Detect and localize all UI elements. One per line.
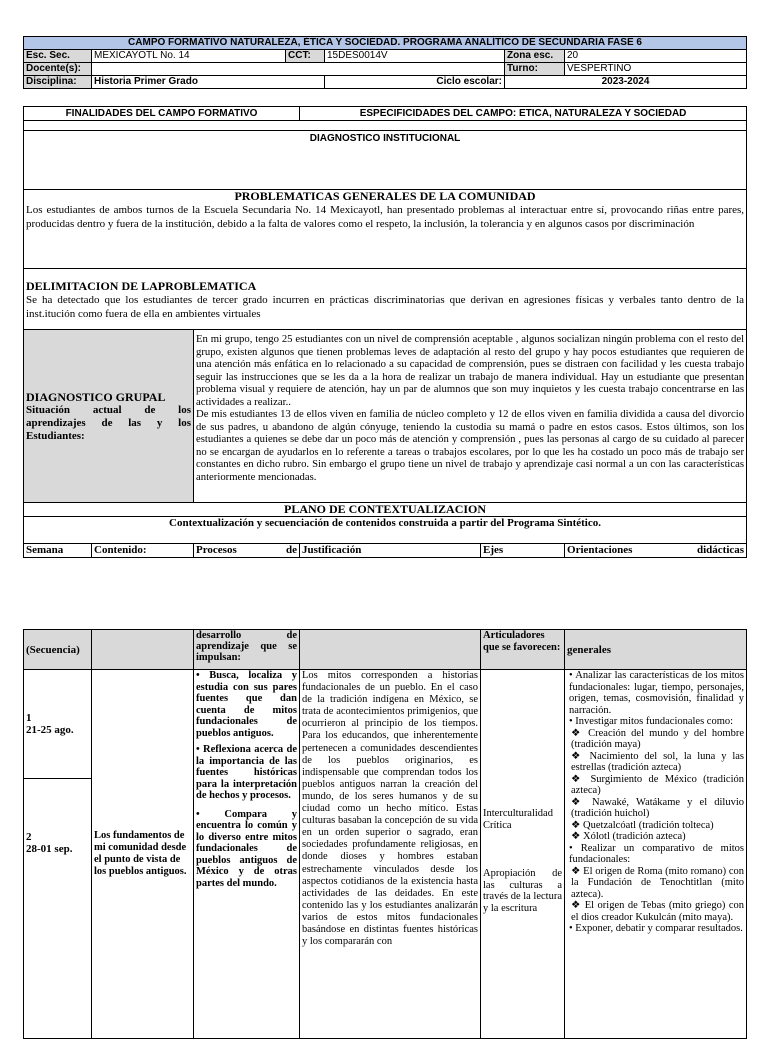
disciplina-label: Disciplina: xyxy=(24,76,92,89)
eje-2: Apropiación de las culturas a través de la lectura y la escritura xyxy=(483,868,562,914)
eje-1: Interculturalidad Crítica xyxy=(483,808,553,831)
diagnostico-grupal-subtitle: Situación actual de los aprendizajes de las y los Estudiantes: xyxy=(26,403,191,442)
orientacion-item: ❖ Quetzalcóatl (tradición tolteca) xyxy=(571,819,714,831)
column-ejes-continued: Articuladores que se favorecen: xyxy=(481,630,565,670)
diagnostico-grupal-paragraph-1: En mi grupo, tengo 25 estudiantes con un nivel de comprensión aceptable , algunos socializan ningún problema con el resto del grupo, existen algunos que tienen problemas leves de adaptación al resto del grupo y hay pocos estudiantes que requieren de una atención más enfática en lo relacionado a su capacidad de comprensión, pues se distraen con facilidad y les cuesta trabajo seguir las instrucciones que se les da a la hora de realizar un trabajo de manera individual. Hay un estudiante que presentan problema visual y requiere de atención, hay un par de alumnos que son muy inquietos y les cuesta trabajo concentrarse en las actividades a realizar.. xyxy=(196,333,745,408)
document-title: CAMPO FORMATIVO NATURALEZA, ÉTICA Y SOCIEDAD. PROGRAMA ANALÍTICO DE SECUNDARIA FASE 6 xyxy=(24,37,747,50)
problematicas-text: Los estudiantes de ambos turnos de la Escuela Secundaria No. 14 Mexicayotl, han presentado problemas al interactuar entre sí, provocando riñas entre pares, producidas dentro y fuera de la institución, debido a la falta de valores como el respeto, la inclusión, la tolerancia y en algunos casos por discriminación xyxy=(26,204,745,230)
column-procesos-word: Procesos xyxy=(196,544,237,556)
continuation-table xyxy=(23,629,747,1039)
column-procesos-de: de xyxy=(286,544,298,556)
orientacion-item: ❖ El origen de Roma (mito romano) con la Fundación de Tenochtitlan (mito azteca). xyxy=(571,865,744,900)
column-ejes: Ejes xyxy=(481,544,565,558)
header-table xyxy=(23,36,747,89)
orientacion-item: • Exponer, debatir y comparar resultados. xyxy=(569,923,743,934)
esc-value: MEXICAYOTL No. 14 xyxy=(92,50,286,63)
column-justificacion-continued xyxy=(300,630,481,670)
column-contenido-continued xyxy=(92,630,194,670)
cct-value: 15DES0014V xyxy=(325,50,505,63)
proceso-2: • Reflexiona acerca de la importancia de las fuentes históricas para la interpretación de hechos y procesos. xyxy=(196,744,297,801)
column-orientaciones xyxy=(565,544,747,558)
column-procesos-continued: desarrollo de aprendizaje que se impulsan: xyxy=(194,630,300,670)
delimitacion-section xyxy=(24,269,747,330)
orientacion-item: ❖ Surgimiento de México (tradición azteca) xyxy=(571,773,744,796)
ciclo-label: Ciclo escolar: xyxy=(325,76,505,89)
problematicas-title: PROBLEMATICAS GENERALES DE LA COMUNIDAD xyxy=(234,189,536,203)
orientacion-item: ❖ Nawaké, Watákame y el diluvio (tradición huichol) xyxy=(571,796,744,819)
zona-label: Zona esc. xyxy=(505,50,565,63)
column-justificacion: Justificación xyxy=(300,544,481,558)
diagnostico-grupal-paragraph-2: De mis estudiantes 13 de ellos viven en familia de núcleo completo y 12 de ellos viven en familia dividida a causa del divorcio de sus padres, u abandono de algún cónyuge, teniendo la custodia su mamá o padre en estos casos. Estos últimos, son los estudiantes a quienes se debe dar un poco más de atención y comprensión , pues las personas al cargo de su cuidado al parecer no se encargan de ayudarlos en lo referente a tareas o trabajos escolares, por lo que les ha costado un poco más de trabajo ser constantes en dicho rubro. Sin embargo el grupo tiene un nivel de trabajo y aprendizaje casi normal a un con las características anteriormente mencionadas. xyxy=(196,408,745,483)
problematicas-section xyxy=(24,190,747,269)
column-procesos xyxy=(194,544,300,558)
column-orientaciones-word: Orientaciones xyxy=(567,544,633,556)
semana-2-number: 2 xyxy=(26,831,32,843)
orientaciones-cell xyxy=(565,670,747,1039)
docente-value xyxy=(92,63,505,76)
turno-label: Turno: xyxy=(505,63,565,76)
orientacion-item: ❖ Xólotl (tradición azteca) xyxy=(571,831,686,842)
docente-label: Docente(s): xyxy=(24,63,92,76)
proceso-1: • Busca, localiza y estudia con sus pares fuentes que dan cuenta de mitos fundacionales de pueblos antiguos. xyxy=(196,670,297,739)
finalidades-heading: FINALIDADES DEL CAMPO FORMATIVO xyxy=(24,107,300,121)
cct-label: CCT: xyxy=(286,50,325,63)
ejes-cell xyxy=(481,670,565,1039)
orientacion-item: • Realizar un comparativo de mitos fundacionales: xyxy=(569,842,744,865)
orientacion-item: • Analizar las características de los mitos fundacionales: lugar, tiempo, personajes, origen, temas, cosmovisión, finalidad y narración. xyxy=(569,670,744,716)
diagnostico-grupal-label xyxy=(24,330,194,503)
orientaciones-list xyxy=(567,670,744,935)
semana-2-cell xyxy=(24,779,92,1039)
especificidades-heading: ESPECIFICIDADES DEL CAMPO: ETICA, NATURALEZA Y SOCIEDAD xyxy=(300,107,747,121)
diagnostico-institucional-heading: DIAGNOSTICO INSTITUCIONAL xyxy=(24,131,747,190)
esc-label: Esc. Sec. xyxy=(24,50,92,63)
semana-1-date: 21-25 ago. xyxy=(26,724,74,736)
orientacion-item: • Investigar mitos fundacionales como: xyxy=(569,716,734,727)
column-orientaciones-didacticas: didácticas xyxy=(696,544,745,556)
delimitacion-text: Se ha detectado que los estudiantes de tercer grado incurren en prácticas discriminatorias que derivan en agresiones físicas y verbales tanto dentro de la inst.itución como fuera de ella en ambientes virtuales xyxy=(26,294,745,320)
blank-row xyxy=(24,121,747,131)
orientacion-item: ❖ Nacimiento del sol, la luna y las estrellas (tradición azteca) xyxy=(571,750,744,773)
semana-1-number: 1 xyxy=(26,712,32,724)
orientacion-item: ❖ Creación del mundo y del hombre (tradición maya) xyxy=(571,727,744,750)
disciplina-value: Historia Primer Grado xyxy=(92,76,325,89)
turno-value: VESPERTINO xyxy=(565,63,747,76)
column-contenido: Contenido: xyxy=(92,544,194,558)
main-table xyxy=(23,106,747,558)
column-orientaciones-continued: generales xyxy=(565,630,747,670)
justificacion-cell: Los mitos corresponden a historias fundacionales de un pueblo. En el caso de la tradición indígena en México, se trata de acontecimientos primigenios, que ocurrieron al principio de los tiempos. Para los educandos, que inherentemente pertenecen a comunidades descendientes de los pueblos originarios, es indispensable que comprendan todos los pueblos antiguos narran la creación del mundo, de los seres humanos y de su ciudad como un hecho mítico. Estas culturas basaban la concepción de su vida en un orden superior o sagrado, eran sociedades profundamente religiosas, en donde dioses y hombres estaban estrechamente vinculados desde los aspectos cotidianos de la existencia hasta actividades de las deidades. En este contenido las y los estudiantes analizarán varios de estos mitos fundacionales basándose en distintas fuentes históricas y los compararán con xyxy=(300,670,481,1039)
proceso-3: • Compara y encuentra lo común y lo diverso entre mitos fundacionales de pueblos antiguos de México y de otras partes del mundo. xyxy=(196,808,297,889)
diagnostico-grupal-text xyxy=(194,330,747,503)
ciclo-value: 2023-2024 xyxy=(505,76,747,89)
plano-subtitle: Contextualización y secuenciación de contenidos construida a partir del Programa Sintético. xyxy=(24,517,747,544)
plano-title: PLANO DE CONTEXTUALIZACION xyxy=(24,503,747,517)
orientacion-item: ❖ El origen de Tebas (mito griego) con el dios creador Kukulcán (mito maya). xyxy=(571,900,744,923)
column-semana: Semana xyxy=(24,544,92,558)
delimitacion-title: DELIMITACION DE LAPROBLEMATICA xyxy=(26,279,257,293)
procesos-cell xyxy=(194,670,300,1039)
zona-value: 20 xyxy=(565,50,747,63)
contenido-cell: Los fundamentos de mi comunidad desde el punto de vista de los pueblos antiguos. xyxy=(92,670,194,1039)
column-secuencia: (Secuencia) xyxy=(24,630,92,670)
diagnostico-grupal-title: DIAGNOSTICO GRUPAL xyxy=(26,389,166,404)
semana-2-date: 28-01 sep. xyxy=(26,843,73,855)
semana-1-cell xyxy=(24,670,92,779)
